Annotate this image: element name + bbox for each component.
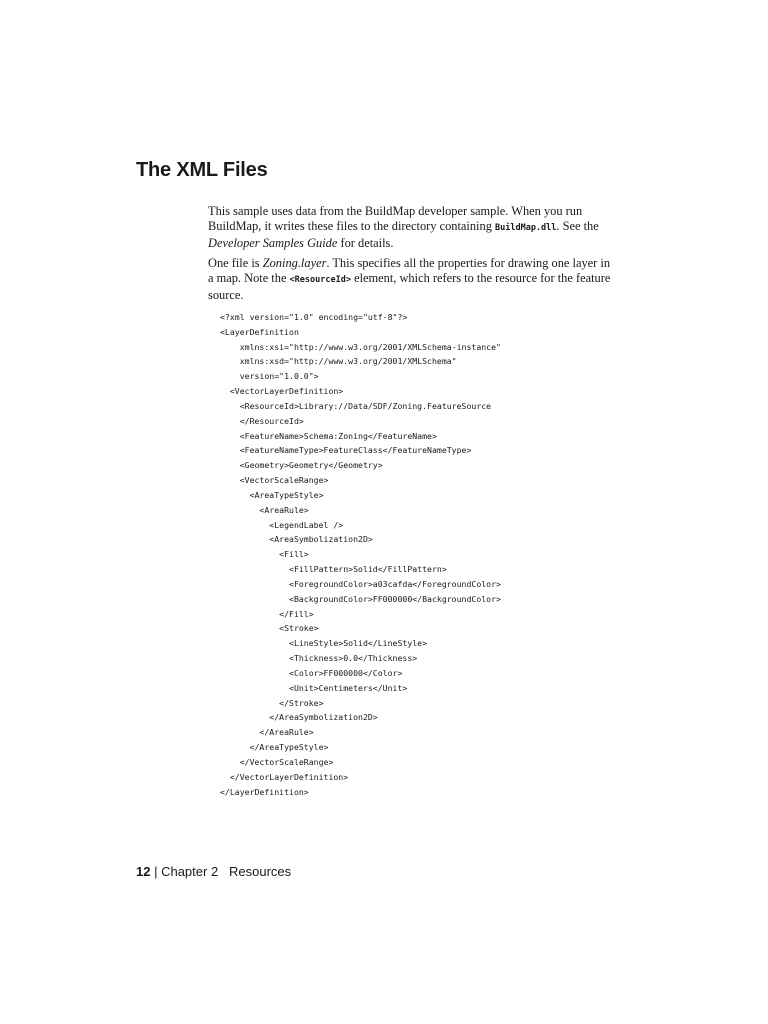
layer-filename: Zoning.layer <box>262 256 327 270</box>
code-line: version="1.0.0"> <box>220 371 319 382</box>
intro-paragraph <box>208 204 618 251</box>
code-line: <Stroke> <box>220 623 319 634</box>
code-line: <FeatureName>Schema:Zoning</FeatureName> <box>220 430 437 441</box>
code-line: </LayerDefinition> <box>220 786 309 797</box>
code-line: </AreaRule> <box>220 727 314 738</box>
intro-text-2: . See the <box>556 219 599 233</box>
code-line: <LegendLabel /> <box>220 519 344 530</box>
code-line: xmlns:xsd="http://www.w3.org/2001/XMLSchema" <box>220 356 457 367</box>
code-line: </ResourceId> <box>220 415 304 426</box>
code-line: <FillPattern>Solid</FillPattern> <box>220 564 447 575</box>
footer-separator: | <box>150 864 162 879</box>
chapter-label: Chapter 2 <box>161 864 219 879</box>
code-line: <FeatureNameType>FeatureClass</FeatureNameType> <box>220 445 472 456</box>
code-line: </VectorLayerDefinition> <box>220 771 349 782</box>
code-line: <Thickness>0.0</Thickness> <box>220 653 418 664</box>
intro-guide-title: Developer Samples Guide <box>208 236 338 250</box>
code-line: <AreaSymbolization2D> <box>220 534 373 545</box>
code-line: </VectorScaleRange> <box>220 756 334 767</box>
page-footer <box>136 864 291 879</box>
code-line: <VectorScaleRange> <box>220 475 329 486</box>
intro-code-filename: BuildMap.dll <box>495 223 557 233</box>
layer-text-3: element, which refers to the resource for the feature source. <box>208 271 611 302</box>
layer-text-2: . This specifies all the properties for drawing one layer in a map. Note the <box>208 256 611 285</box>
code-line: </AreaTypeStyle> <box>220 742 329 753</box>
code-line: <LayerDefinition <box>220 326 299 337</box>
code-line: <?xml version="1.0" encoding="utf-8"?> <box>220 312 408 322</box>
page-title: The XML Files <box>136 159 268 181</box>
code-line: <ForegroundColor>a03cafda</ForegroundColor> <box>220 578 501 589</box>
code-line: <AreaRule> <box>220 504 309 515</box>
intro-text-3: for details. <box>337 236 394 250</box>
page-number: 12 <box>136 864 151 879</box>
layer-paragraph <box>208 256 618 303</box>
code-line: <BackgroundColor>FF000000</BackgroundColor> <box>220 593 501 604</box>
code-line: <AreaTypeStyle> <box>220 489 324 500</box>
code-line: <ResourceId>Library://Data/SDF/Zoning.FeatureSource <box>220 400 492 411</box>
code-line: </Stroke> <box>220 697 324 708</box>
code-line: <LineStyle>Solid</LineStyle> <box>220 638 428 649</box>
code-line: </AreaSymbolization2D> <box>220 712 378 723</box>
code-line: </Fill> <box>220 608 314 619</box>
section-label: Resources <box>229 864 292 879</box>
code-line: <VectorLayerDefinition> <box>220 386 344 397</box>
code-line: xmlns:xsi="http://www.w3.org/2001/XMLSchema-instance" <box>220 341 501 352</box>
layer-text-1: One file is <box>208 256 263 270</box>
layer-code-element: <ResourceId> <box>289 275 351 285</box>
xml-code-listing <box>220 310 501 799</box>
code-line: <Fill> <box>220 549 309 560</box>
code-line: <Color>FF000000</Color> <box>220 667 403 678</box>
code-line: <Geometry>Geometry</Geometry> <box>220 460 383 471</box>
intro-text-1: This sample uses data from the BuildMap developer sample. When you run BuildMap, it writes these files to the directory containing <box>208 204 583 233</box>
code-line: <Unit>Centimeters</Unit> <box>220 682 408 693</box>
